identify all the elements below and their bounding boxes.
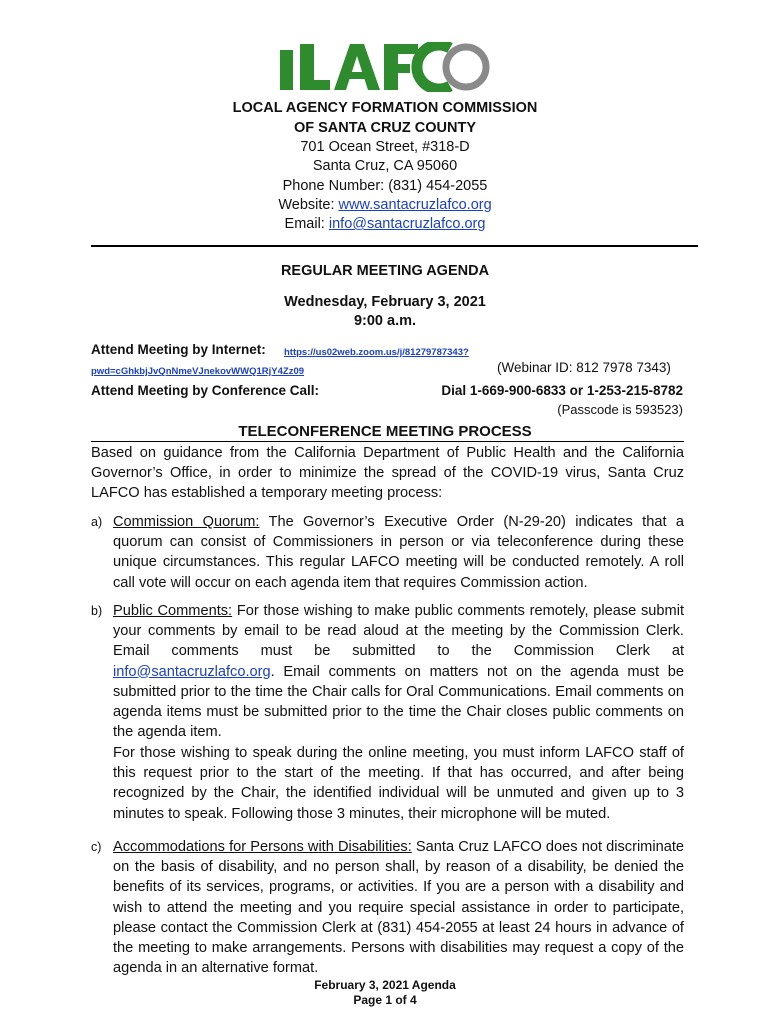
item-b-body: For those wishing to make public comments remotely, please submit your comments by email to be read aloud at the meeting by the Commission Clerk. Email comments must be submitted to the Commission Clerk at [113,603,684,660]
footer-page-number: Page 1 of 4 [353,993,417,1007]
process-heading: TELECONFERENCE MEETING PROCESS [238,423,532,440]
email-line [0,215,770,235]
process-intro: Based on guidance from the California Department of Public Health and the California Governor’s Office, in order to minimize the spread of the COVID-19 virus, Santa Cruz LAFCO has established a temporary meeting process: [91,445,684,502]
phone-number: Phone Number: (831) 454-2055 [282,178,488,194]
call-label: Attend Meeting by Conference Call: [91,383,320,398]
meeting-date: Wednesday, February 3, 2021 [284,294,486,310]
website-link[interactable]: www.santacruzlafco.org [338,197,492,213]
item-a-title: Commission Quorum: [113,514,260,530]
item-b-text2: For those wishing to speak during the online meeting, you must inform LAFCO staff of this request prior to the start of the meeting. If that has occurred, and after being recognized by the Chair, the identified individual will be unmuted and given up to 3 minutes to speak. Following those 3 minutes, their microphone will be muted. [113,745,684,822]
item-b-email-link[interactable]: info@santacruzlafco.org [113,663,271,680]
website-label: Website: [278,197,339,213]
process-heading-rule [91,441,684,442]
item-a-body: The Governor’s Executive Order (N-29-20) indicates that a quorum can consist of Commissioners in person or via teleconference during these unique circumstances. This regular LAFCO meeting will be conducted remotely. A roll call vote will occur on each agenda item that requires Commission action. [113,514,685,591]
internet-label: Attend Meeting by Internet: [91,342,266,357]
agenda-title: REGULAR MEETING AGENDA [280,263,490,279]
item-a-text [113,512,684,593]
footer-agenda-date: February 3, 2021 Agenda [314,978,456,992]
item-c-marker: c) [91,840,102,854]
passcode: (Passcode is 593523) [557,402,683,417]
lafco-logo [278,42,492,92]
item-b-body-cont: . Email comments on matters not on the agenda must be submitted prior to the time the Chair calls for Oral Communications. Email comments on agenda items must be submitted prior to the time the Chair closes public comments on the agenda item. [113,663,684,741]
zoom-link-line1[interactable]: https://us02web.zoom.us/j/81279787343? [284,347,469,358]
item-c-body: Santa Cruz LAFCO does not discriminate on the basis of disability, and no person shall, by reason of a disability, be denied the benefits of its services, programs, or activities. If you are a person with a disability and wish to attend the meeting and you require special assistance in order to participate, please contact the Commission Clerk at (831) 454-2055 at least 24 hours in advance of the meeting to make arrangements. Persons with disabilities may request a copy of the agenda in an alternative format. [113,839,684,977]
item-c-title: Accommodations for Persons with Disabilities: [113,839,412,855]
address-line1: 701 Ocean Street, #318-D [300,139,470,155]
org-name-line1: LOCAL AGENCY FORMATION COMMISSION [232,100,538,116]
org-name-line2: OF SANTA CRUZ COUNTY [293,120,477,136]
address-line2: Santa Cruz, CA 95060 [312,158,458,174]
meeting-time: 9:00 a.m. [353,313,417,329]
item-b-marker: b) [91,604,103,618]
website-line [0,196,770,216]
lafco-logo-text: LAFCO [278,42,282,43]
email-link[interactable]: info@santacruzlafco.org [328,216,486,232]
dial-numbers: Dial 1-669-900-6833 or 1-253-215-8782 [441,383,683,398]
item-b-title: Public Comments: [113,603,233,619]
item-a-marker: a) [91,515,103,529]
webinar-id: (Webinar ID: 812 7978 7343) [497,360,671,375]
email-label: Email: [284,216,329,232]
header-divider [91,245,698,247]
item-b-text [113,601,684,742]
item-c-text [113,837,684,978]
zoom-link-line2[interactable]: pwd=cGhkbjJvQnNmeVJnekovWWQ1RjY4Zz09 [91,366,305,377]
